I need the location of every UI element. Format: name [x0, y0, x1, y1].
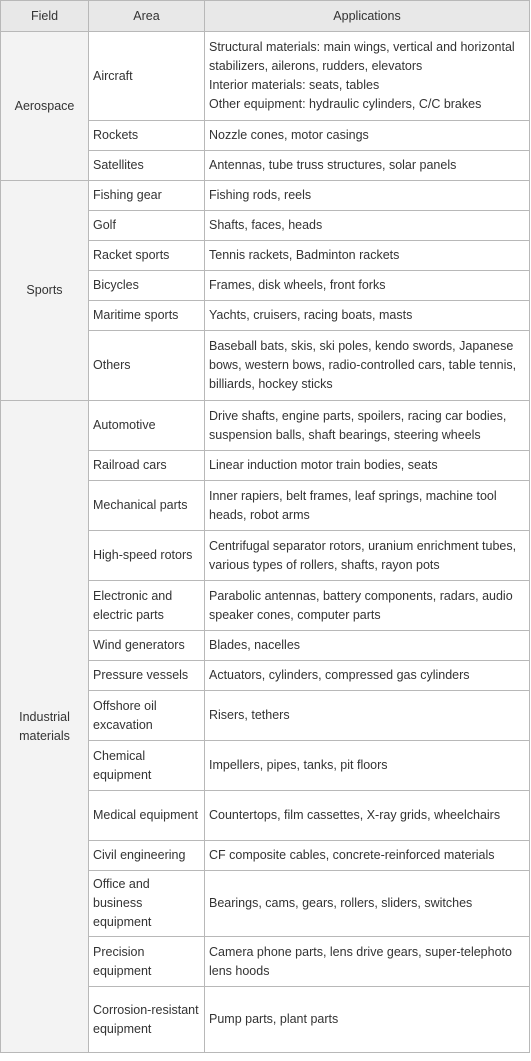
applications-cell: Fishing rods, reels — [205, 181, 530, 211]
area-cell: Pressure vessels — [89, 661, 205, 691]
applications-cell: Camera phone parts, lens drive gears, super-telephoto lens hoods — [205, 937, 530, 987]
area-cell: Electronic and electric parts — [89, 581, 205, 631]
area-cell: Civil engineering — [89, 841, 205, 871]
table-row — [1, 181, 530, 211]
applications-cell: Actuators, cylinders, compressed gas cylinders — [205, 661, 530, 691]
table-row — [1, 401, 530, 451]
area-cell: Corrosion-resistant equipment — [89, 987, 205, 1053]
applications-cell — [205, 32, 530, 121]
applications-cell: Pump parts, plant parts — [205, 987, 530, 1053]
applications-cell: Blades, nacelles — [205, 631, 530, 661]
area-cell: Mechanical parts — [89, 481, 205, 531]
applications-cell: Drive shafts, engine parts, spoilers, racing car bodies, suspension balls, shaft bearings, steering wheels — [205, 401, 530, 451]
applications-line: Structural materials: main wings, vertical and horizontal stabilizers, ailerons, rudders, elevators Interior materials: seats, tables Other equipment: hydraulic cylinders, C/C brakes — [209, 40, 515, 111]
applications-cell: Antennas, tube truss structures, solar panels — [205, 151, 530, 181]
area-cell: Railroad cars — [89, 451, 205, 481]
applications-cell: CF composite cables, concrete-reinforced materials — [205, 841, 530, 871]
area-cell: Bicycles — [89, 271, 205, 301]
applications-cell: Shafts, faces, heads — [205, 211, 530, 241]
area-cell: Fishing gear — [89, 181, 205, 211]
area-cell: Offshore oil excavation — [89, 691, 205, 741]
header-applications: Applications — [205, 1, 530, 32]
applications-cell: Risers, tethers — [205, 691, 530, 741]
applications-cell: Centrifugal separator rotors, uranium enrichment tubes, various types of rollers, shafts, rayon pots — [205, 531, 530, 581]
header-field: Field — [1, 1, 89, 32]
field-cell-aerospace: Aerospace — [1, 32, 89, 181]
area-cell: Medical equipment — [89, 791, 205, 841]
area-cell: Rockets — [89, 121, 205, 151]
applications-cell: Baseball bats, skis, ski poles, kendo swords, Japanese bows, western bows, radio-controlled cars, table tennis, billiards, hockey sticks — [205, 331, 530, 401]
applications-cell: Countertops, film cassettes, X-ray grids, wheelchairs — [205, 791, 530, 841]
header-area: Area — [89, 1, 205, 32]
field-cell-industrial-materials: Industrial materials — [1, 401, 89, 1053]
area-cell: Precision equipment — [89, 937, 205, 987]
applications-cell: Linear induction motor train bodies, seats — [205, 451, 530, 481]
applications-cell: Nozzle cones, motor casings — [205, 121, 530, 151]
header-row — [1, 1, 530, 32]
applications-cell: Yachts, cruisers, racing boats, masts — [205, 301, 530, 331]
area-cell: Racket sports — [89, 241, 205, 271]
area-cell: Aircraft — [89, 32, 205, 121]
applications-cell: Parabolic antennas, battery components, radars, audio speaker cones, computer parts — [205, 581, 530, 631]
applications-cell: Bearings, cams, gears, rollers, sliders, switches — [205, 871, 530, 937]
applications-cell: Tennis rackets, Badminton rackets — [205, 241, 530, 271]
area-cell: Satellites — [89, 151, 205, 181]
area-cell: High-speed rotors — [89, 531, 205, 581]
table-row — [1, 32, 530, 121]
area-cell: Office and business equipment — [89, 871, 205, 937]
applications-cell: Inner rapiers, belt frames, leaf springs, machine tool heads, robot arms — [205, 481, 530, 531]
area-cell: Chemical equipment — [89, 741, 205, 791]
applications-cell: Impellers, pipes, tanks, pit floors — [205, 741, 530, 791]
area-cell: Wind generators — [89, 631, 205, 661]
area-cell: Others — [89, 331, 205, 401]
field-cell-sports: Sports — [1, 181, 89, 401]
area-cell: Maritime sports — [89, 301, 205, 331]
applications-cell: Frames, disk wheels, front forks — [205, 271, 530, 301]
area-cell: Golf — [89, 211, 205, 241]
area-cell: Automotive — [89, 401, 205, 451]
